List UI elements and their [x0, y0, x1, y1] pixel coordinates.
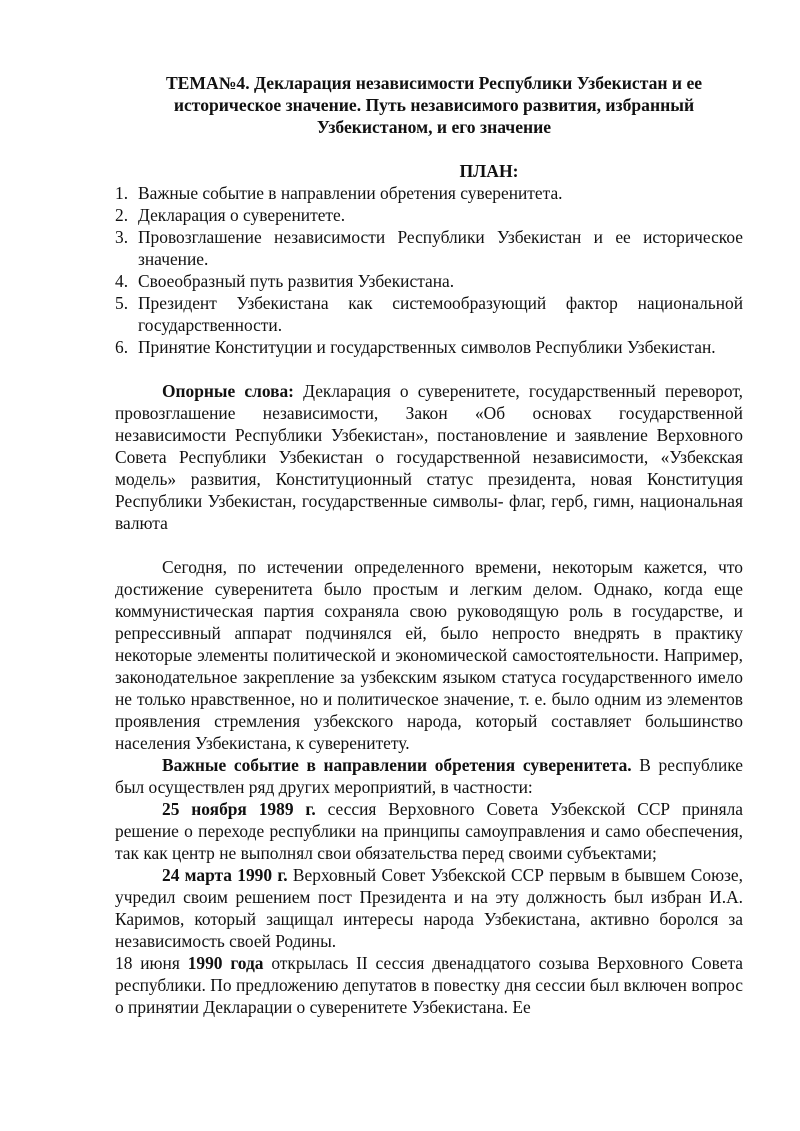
plan-heading: ПЛАН: — [459, 161, 519, 181]
plan-item-text: Принятие Конституции и государственных символов Республики Узбекистан. — [138, 337, 716, 357]
plan-item-text: Своеобразный путь развития Узбекистана. — [138, 271, 455, 291]
body-paragraph — [115, 952, 743, 1018]
plan-item-text: Важные событие в направлении обретения суверенитета. — [138, 183, 563, 203]
plan-item-text: Провозглашение независимости Республики Узбекистан и ее историческое значение. — [138, 227, 743, 269]
plan-item-text: Декларация о суверенитете. — [138, 205, 346, 225]
body-paragraph — [115, 864, 743, 952]
plan-item — [115, 292, 743, 336]
plan-item — [115, 182, 743, 204]
plan-item-number: 1. — [115, 183, 129, 203]
document-title: ТЕМА№4. Декларация независимости Республики Узбекистан и ее историческое значение. Путь независимого развития, избранный Узбекистаном, и его значение — [165, 73, 703, 137]
keywords-text: Декларация о суверенитете, государственный переворот, провозглашение независимости, Закон «Об основах государственной независимости Республики Узбекистан», постановление и заявление Верховного Совета Республики Узбекистан о государственной независимости, «Узбекская модель» развития, Конституционный статус президента, новая Конституция Республики Узбекистан, государственные символы- флаг, герб, гимн, национальная валюта — [115, 381, 743, 533]
plan-item — [115, 270, 743, 292]
body-paragraph: Сегодня, по истечении определенного времени, некоторым кажется, что достижение суверенитета было простым и легким делом. Однако, когда еще коммунистическая партия сохраняла свою руководящую роль в государстве, и репрессивный аппарат подчинялся ей, было непросто внедрять в практику некоторые элементы политической и экономической самостоятельности. Например, законодательное закрепление за узбекским языком статуса государственного имело не только нравственное, но и политическое значение, т. е. было одним из элементов проявления стремления узбекского народа, который составляет большинство населения Узбекистана, к суверенитету. — [115, 557, 743, 753]
paragraph-text: сессия Верховного Совета Узбекской ССР приняла решение о переходе республики на принципы самоуправления и само обеспечения, так как центр не выполнял свои обязательства перед своими субъектами; — [115, 799, 743, 863]
paragraph-text: открылась II сессия двенадцатого созыва Верховного Совета республики. По предложению депутатов в повестку дня сессии был включен вопрос о принятии Декларации о суверенитете Узбекистана. Ее — [115, 953, 743, 1017]
date-heading: 24 марта 1990 г. — [162, 865, 288, 885]
plan-item-number: 3. — [115, 227, 129, 247]
keywords-paragraph — [115, 380, 743, 534]
date-heading: 1990 года — [187, 953, 264, 973]
body-paragraph — [115, 798, 743, 864]
plan-item — [115, 204, 743, 226]
date-heading: 25 ноября 1989 г. — [162, 799, 316, 819]
section-heading: Важные событие в направлении обретения суверенитета. — [162, 755, 632, 775]
plan-item-number: 2. — [115, 205, 129, 225]
plan-item — [115, 336, 743, 358]
keywords-label: Опорные слова: — [162, 381, 294, 401]
paragraph-text: 18 июня — [115, 953, 188, 973]
paragraph-text: В республике был осуществлен ряд других мероприятий, в частности: — [115, 755, 743, 797]
plan-list — [115, 182, 743, 358]
plan-item-number: 4. — [115, 271, 129, 291]
plan-item-number: 6. — [115, 337, 129, 357]
plan-item — [115, 226, 743, 270]
document-page — [115, 72, 743, 1018]
plan-item-text: Президент Узбекистана как системообразующий фактор национальной государственности. — [138, 293, 743, 335]
paragraph-text: Верховный Совет Узбекской ССР первым в бывшем Союзе, учредил своим решением пост Президента и на эту должность был избран И.А. Каримов, который защищал интересы народа Узбекистана, активно боролся за независимость своей Родины. — [115, 865, 743, 951]
plan-item-number: 5. — [115, 293, 129, 313]
body-paragraph — [115, 754, 743, 798]
